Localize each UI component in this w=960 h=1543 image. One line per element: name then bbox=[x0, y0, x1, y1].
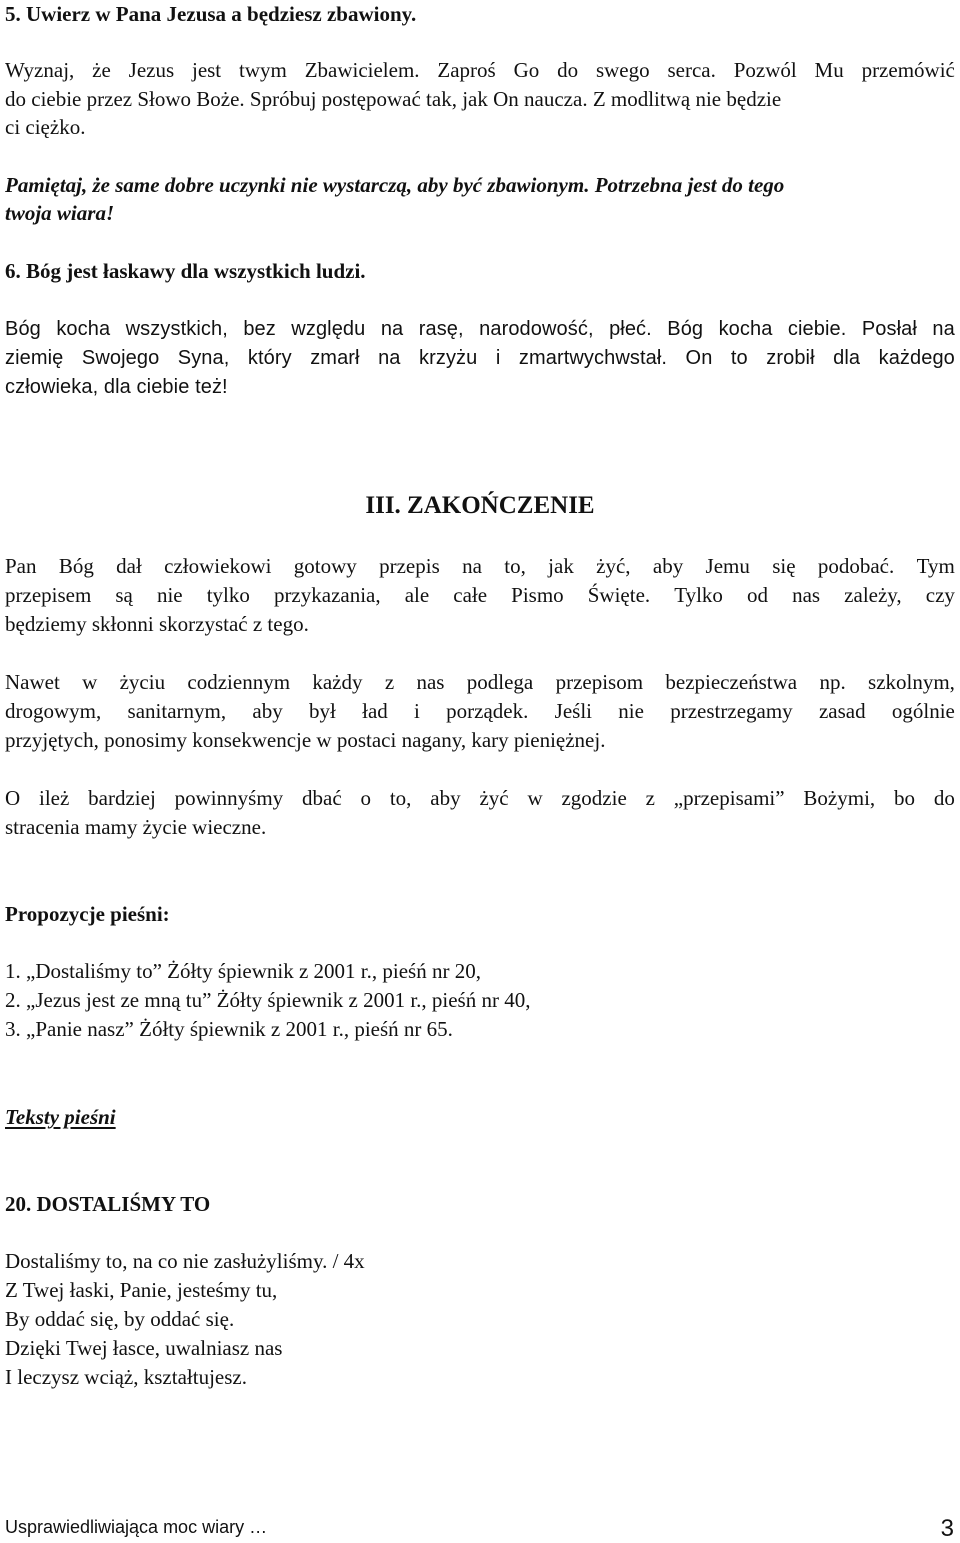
word: na bbox=[378, 347, 401, 369]
word: który bbox=[247, 347, 292, 369]
section-6-paragraph-line-2 bbox=[5, 344, 955, 372]
word: od bbox=[747, 583, 769, 607]
ending-p2-line-1 bbox=[5, 668, 955, 696]
word: zasad bbox=[818, 699, 866, 723]
section-6-paragraph-line-3: człowieka, dla ciebie też! bbox=[5, 376, 228, 398]
word: Zbawicielem. bbox=[304, 58, 420, 82]
word: zależy, bbox=[844, 583, 902, 607]
word: Zaproś bbox=[437, 58, 496, 82]
ending-p1-line-2 bbox=[5, 581, 955, 609]
word: czy bbox=[925, 583, 955, 607]
word: Posłał bbox=[861, 318, 917, 340]
word: bardziej bbox=[88, 786, 156, 810]
word: aby bbox=[430, 786, 461, 810]
word: i bbox=[495, 347, 501, 369]
lyrics-heading: Teksty pieśni bbox=[5, 1105, 116, 1129]
word: na bbox=[932, 318, 955, 340]
word: wszystkich, bbox=[125, 318, 228, 340]
word: Nawet bbox=[5, 670, 60, 694]
word: gotowy bbox=[293, 554, 357, 578]
word: Jezus bbox=[128, 58, 175, 82]
word: do bbox=[933, 786, 955, 810]
word: na bbox=[462, 554, 482, 578]
ending-p1-line-1 bbox=[5, 552, 955, 580]
word: krzyżu bbox=[418, 347, 478, 369]
word: przepisem bbox=[5, 583, 92, 607]
word: i bbox=[414, 699, 420, 723]
word: podobać. bbox=[817, 554, 895, 578]
word: Bóg bbox=[58, 554, 94, 578]
page-number: 3 bbox=[940, 1515, 954, 1542]
song-item-3: 3. „Panie nasz” Żółty śpiewnik z 2001 r., pieśń nr 65. bbox=[5, 1017, 453, 1041]
word: twym bbox=[239, 58, 287, 82]
word: zmarł bbox=[310, 347, 360, 369]
word: bo bbox=[894, 786, 915, 810]
lyrics-line-5: I leczysz wciąż, kształtujesz. bbox=[5, 1365, 247, 1389]
word: o bbox=[360, 786, 371, 810]
word: Go bbox=[513, 58, 540, 82]
word: sanitarnym, bbox=[127, 699, 227, 723]
word: codziennym bbox=[187, 670, 291, 694]
word: nas bbox=[792, 583, 821, 607]
word: w bbox=[82, 670, 98, 694]
word: nie bbox=[618, 699, 644, 723]
word: aby bbox=[252, 699, 283, 723]
word: Pozwól bbox=[733, 58, 797, 82]
word: w bbox=[527, 786, 543, 810]
lyrics-line-2: Z Twej łaski, Panie, jesteśmy tu, bbox=[5, 1278, 278, 1302]
word: ileż bbox=[39, 786, 70, 810]
word: to bbox=[730, 347, 748, 369]
word: tylko bbox=[206, 583, 250, 607]
word: Bożymi, bbox=[803, 786, 876, 810]
word: Tym bbox=[916, 554, 955, 578]
word: zgodzie bbox=[561, 786, 627, 810]
ending-p2-line-3: przyjętych, ponosimy konsekwencje w postaci nagany, kary pieniężnej. bbox=[5, 728, 606, 752]
word: Pismo bbox=[511, 583, 564, 607]
word: Mu bbox=[814, 58, 844, 82]
word: każdego bbox=[878, 347, 955, 369]
word: kocha bbox=[56, 318, 111, 340]
lyrics-line-4: Dzięki Twej łasce, uwalniasz nas bbox=[5, 1336, 283, 1360]
lyrics-line-1: Dostaliśmy to, na co nie zasłużyliśmy. / 4x bbox=[5, 1249, 365, 1273]
word: z bbox=[384, 670, 395, 694]
word: powinnyśmy bbox=[174, 786, 284, 810]
word: nas bbox=[416, 670, 445, 694]
ending-p3-line-2: stracenia mamy życie wieczne. bbox=[5, 815, 267, 839]
word: dla bbox=[833, 347, 861, 369]
section-5-paragraph-1-line-2: do ciebie przez Słowo Boże. Spróbuj postępować tak, jak On naucza. Z modlitwą nie będzie bbox=[5, 87, 782, 111]
word: Bóg bbox=[667, 318, 704, 340]
word: Swojego bbox=[81, 347, 160, 369]
word: ogólnie bbox=[891, 699, 955, 723]
word: podlega bbox=[466, 670, 534, 694]
word: przemówić bbox=[861, 58, 955, 82]
word: całe bbox=[453, 583, 488, 607]
word: Bóg bbox=[5, 318, 41, 340]
section-5-paragraph-1-line-3: ci ciężko. bbox=[5, 115, 86, 139]
word: Pan bbox=[5, 554, 37, 578]
word: jest bbox=[191, 58, 222, 82]
word: On bbox=[685, 347, 713, 369]
song-item-2: 2. „Jezus jest ze mną tu” Żółty śpiewnik z 2001 r., pieśń nr 40, bbox=[5, 988, 531, 1012]
ending-p3-line-1 bbox=[5, 784, 955, 812]
word: Święte. bbox=[587, 583, 651, 607]
word: że bbox=[92, 58, 111, 82]
word: do bbox=[557, 58, 579, 82]
word: ziemię bbox=[5, 347, 64, 369]
word: życiu bbox=[119, 670, 166, 694]
word: przykazania, bbox=[273, 583, 381, 607]
word: Syna, bbox=[177, 347, 230, 369]
word: człowiekowi bbox=[164, 554, 272, 578]
word: szkolnym, bbox=[868, 670, 955, 694]
word: to, bbox=[504, 554, 526, 578]
song-title: 20. DOSTALIŚMY TO bbox=[5, 1192, 211, 1216]
word: kocha bbox=[718, 318, 773, 340]
word: Jemu bbox=[705, 554, 750, 578]
word: np. bbox=[819, 670, 846, 694]
word: „przepisami” bbox=[673, 786, 785, 810]
word: ład bbox=[362, 699, 388, 723]
word: serca. bbox=[667, 58, 716, 82]
word: dał bbox=[116, 554, 142, 578]
lyrics-line-3: By oddać się, by oddać się. bbox=[5, 1307, 235, 1331]
word: żyć bbox=[479, 786, 509, 810]
word: żyć, bbox=[596, 554, 631, 578]
word: rasę, bbox=[418, 318, 464, 340]
word: Tylko bbox=[674, 583, 723, 607]
word: narodowość, bbox=[479, 318, 594, 340]
song-item-1: 1. „Dostaliśmy to” Żółty śpiewnik z 2001 r., pieśń nr 20, bbox=[5, 959, 481, 983]
word: przepis bbox=[379, 554, 440, 578]
word: dbać bbox=[302, 786, 342, 810]
section-6-paragraph-line-1 bbox=[5, 315, 955, 343]
word: Jeśli bbox=[554, 699, 593, 723]
word: zrobił bbox=[766, 347, 815, 369]
word: bez bbox=[243, 318, 276, 340]
word: swego bbox=[595, 58, 650, 82]
section-5-heading: 5. Uwierz w Pana Jezusa a będziesz zbawiony. bbox=[5, 2, 417, 26]
word: na bbox=[380, 318, 404, 340]
section-6-heading: 6. Bóg jest łaskawy dla wszystkich ludzi. bbox=[5, 259, 366, 283]
word: Wyznaj, bbox=[5, 58, 75, 82]
word: drogowym, bbox=[5, 699, 102, 723]
word: płeć. bbox=[609, 318, 652, 340]
word: przepisom bbox=[555, 670, 644, 694]
word: ciebie. bbox=[787, 318, 847, 340]
songs-heading: Propozycje pieśni: bbox=[5, 902, 170, 926]
word: O bbox=[5, 786, 21, 810]
word: względu bbox=[291, 318, 366, 340]
word: każdy bbox=[312, 670, 363, 694]
section-5-paragraph-2-line-2: twoja wiara! bbox=[5, 201, 115, 225]
word: są bbox=[115, 583, 133, 607]
word: przestrzegamy bbox=[670, 699, 793, 723]
word: z bbox=[645, 786, 655, 810]
section-5-paragraph-2-line-1: Pamiętaj, że same dobre uczynki nie wystarczą, aby być zbawionym. Potrzebna jest do tego bbox=[5, 173, 785, 197]
word: bezpieczeństwa bbox=[665, 670, 798, 694]
word: nie bbox=[156, 583, 183, 607]
ending-heading: III. ZAKOŃCZENIE bbox=[365, 492, 595, 519]
footer-title: Usprawiedliwiająca moc wiary … bbox=[5, 1517, 268, 1537]
word: to, bbox=[389, 786, 412, 810]
word: ale bbox=[404, 583, 430, 607]
ending-p2-line-2 bbox=[5, 697, 955, 725]
word: zmartwychwstał. bbox=[518, 347, 668, 369]
word: aby bbox=[652, 554, 684, 578]
section-5-paragraph-1-line-1 bbox=[5, 56, 955, 84]
word: się bbox=[772, 554, 796, 578]
word: porządek. bbox=[446, 699, 529, 723]
ending-p1-line-3: będziemy skłonni skorzystać z tego. bbox=[5, 612, 309, 636]
word: był bbox=[308, 699, 336, 723]
word: jak bbox=[548, 554, 574, 578]
